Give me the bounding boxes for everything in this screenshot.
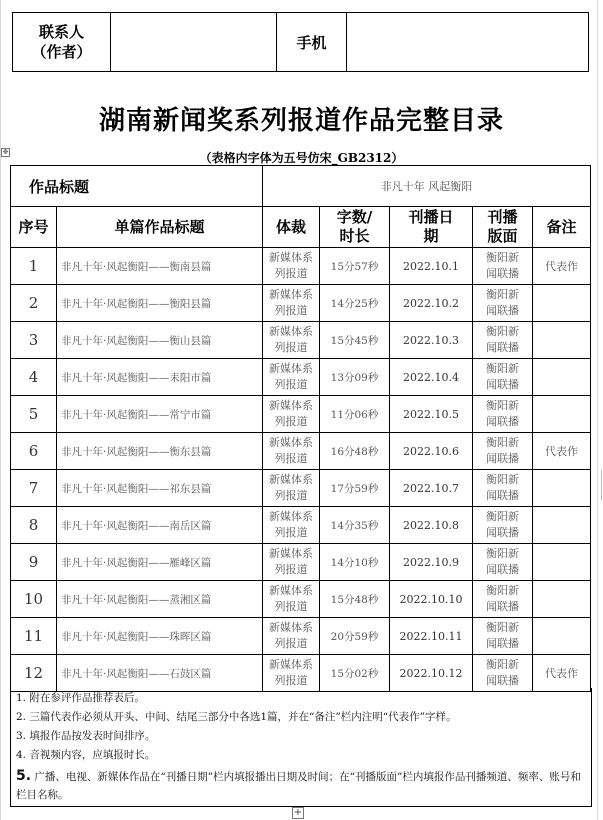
row-date[interactable]: 2022.10.9	[390, 544, 473, 581]
table-row	[11, 618, 591, 655]
row-length[interactable]: 15分48秒	[320, 581, 390, 618]
row-date[interactable]: 2022.10.8	[390, 507, 473, 544]
row-page[interactable]: 衡阳新 闻联播	[473, 433, 533, 470]
row-genre[interactable]: 新媒体系 列报道	[263, 618, 320, 655]
row-genre[interactable]: 新媒体系 列报道	[263, 544, 320, 581]
row-note[interactable]	[533, 322, 591, 359]
table-row	[11, 248, 591, 285]
table-row	[11, 507, 591, 544]
row-title[interactable]: 非凡十年·风起衡阳——衡阳县篇	[57, 285, 263, 322]
row-title[interactable]: 非凡十年·风起衡阳——衡东县篇	[57, 433, 263, 470]
contact-person-label: 联系人 （作者）	[13, 13, 111, 72]
phone-label: 手机	[277, 13, 347, 72]
row-note[interactable]: 代表作	[533, 433, 591, 470]
row-date[interactable]: 2022.10.12	[390, 655, 473, 692]
row-length[interactable]: 15分45秒	[320, 322, 390, 359]
contact-person-value[interactable]	[111, 13, 277, 72]
row-number[interactable]: 7	[11, 470, 57, 507]
row-page[interactable]: 衡阳新 闻联播	[473, 618, 533, 655]
works-table	[10, 165, 591, 692]
row-page[interactable]: 衡阳新 闻联播	[473, 396, 533, 433]
row-page[interactable]: 衡阳新 闻联播	[473, 655, 533, 692]
note-item: 2. 三篇代表作必须从开头、中间、结尾三部分中各选1篇，并在“备注”栏内注明“代表作”字样。	[16, 711, 457, 723]
row-title[interactable]: 非凡十年·风起衡阳——石鼓区篇	[57, 655, 263, 692]
row-date[interactable]: 2022.10.10	[390, 581, 473, 618]
row-note[interactable]: 代表作	[533, 248, 591, 285]
row-title[interactable]: 非凡十年·风起衡阳——耒阳市篇	[57, 359, 263, 396]
row-length[interactable]: 20分59秒	[320, 618, 390, 655]
row-date[interactable]: 2022.10.3	[390, 322, 473, 359]
row-length[interactable]: 11分06秒	[320, 396, 390, 433]
row-genre[interactable]: 新媒体系 列报道	[263, 248, 320, 285]
header-title: 单篇作品标题	[57, 207, 263, 248]
notes-section	[10, 688, 592, 807]
row-title[interactable]: 非凡十年·风起衡阳——衡南县篇	[57, 248, 263, 285]
row-note[interactable]	[533, 581, 591, 618]
header-length: 字数/ 时长	[320, 207, 390, 248]
row-page[interactable]: 衡阳新 闻联播	[473, 248, 533, 285]
row-date[interactable]: 2022.10.1	[390, 248, 473, 285]
contact-table	[12, 12, 589, 72]
row-note[interactable]: 代表作	[533, 655, 591, 692]
row-note[interactable]	[533, 285, 591, 322]
work-title-label	[11, 166, 263, 207]
row-length[interactable]: 17分59秒	[320, 470, 390, 507]
row-number[interactable]: 5	[11, 396, 57, 433]
page-right-marker	[601, 470, 602, 500]
row-title[interactable]: 非凡十年·风起衡阳——祁东县篇	[57, 470, 263, 507]
row-genre[interactable]: 新媒体系 列报道	[263, 285, 320, 322]
table-row	[11, 655, 591, 692]
row-number[interactable]: 9	[11, 544, 57, 581]
resize-handle-icon[interactable]: +	[293, 807, 303, 818]
row-note[interactable]	[533, 544, 591, 581]
row-title[interactable]: 非凡十年·风起衡阳——衡山县篇	[57, 322, 263, 359]
row-length[interactable]: 15分02秒	[320, 655, 390, 692]
row-length[interactable]: 15分57秒	[320, 248, 390, 285]
table-row	[11, 322, 591, 359]
row-title[interactable]: 非凡十年·风起衡阳——雁峰区篇	[57, 544, 263, 581]
note-item: 4. 音视频内容，应填报时长。	[16, 749, 156, 761]
note-text: 广播、电视、新媒体作品在“刊播日期”栏内填报播出日期及时间；在“刊播版面”栏内填报作品刊播频道、频率、账号和栏目名称。	[16, 771, 581, 801]
row-page[interactable]: 衡阳新 闻联播	[473, 470, 533, 507]
page-title: 湖南新闻奖系列报道作品完整目录	[98, 106, 504, 136]
note-item: 1. 附在参评作品推荐表后。	[16, 692, 145, 704]
row-genre[interactable]: 新媒体系 列报道	[263, 581, 320, 618]
row-note[interactable]	[533, 359, 591, 396]
row-note[interactable]	[533, 470, 591, 507]
table-row	[11, 470, 591, 507]
row-date[interactable]: 2022.10.6	[390, 433, 473, 470]
row-number[interactable]: 3	[11, 322, 57, 359]
row-length[interactable]: 13分09秒	[320, 359, 390, 396]
row-number[interactable]: 10	[11, 581, 57, 618]
row-date[interactable]: 2022.10.11	[390, 618, 473, 655]
table-row	[11, 396, 591, 433]
note-item	[16, 767, 586, 804]
phone-value[interactable]	[347, 13, 589, 72]
table-row	[11, 581, 591, 618]
row-number[interactable]: 11	[11, 618, 57, 655]
table-row	[11, 285, 591, 322]
header-page: 刊播 版面	[473, 207, 533, 248]
row-number[interactable]: 6	[11, 433, 57, 470]
row-length[interactable]: 16分48秒	[320, 433, 390, 470]
row-number[interactable]: 8	[11, 507, 57, 544]
row-length[interactable]: 14分35秒	[320, 507, 390, 544]
row-page[interactable]: 衡阳新 闻联播	[473, 322, 533, 359]
row-page[interactable]: 衡阳新 闻联播	[473, 544, 533, 581]
row-genre[interactable]: 新媒体系 列报道	[263, 396, 320, 433]
row-date[interactable]: 2022.10.4	[390, 359, 473, 396]
work-title-label-text: 作品标题	[29, 177, 90, 196]
move-handle-icon[interactable]: ✥	[2, 148, 9, 156]
header-genre: 体裁	[263, 207, 320, 248]
row-note[interactable]	[533, 618, 591, 655]
row-title[interactable]: 非凡十年·风起衡阳——南岳区篇	[57, 507, 263, 544]
page-subtitle: （表格内字体为五号仿宋_GB2312）	[199, 151, 404, 165]
row-title[interactable]: 非凡十年·风起衡阳——常宁市篇	[57, 396, 263, 433]
row-page[interactable]: 衡阳新 闻联播	[473, 285, 533, 322]
row-length[interactable]: 14分25秒	[320, 285, 390, 322]
header-date: 刊播日 期	[390, 207, 473, 248]
work-title-value[interactable]: 非凡十年 风起衡阳	[263, 166, 591, 207]
row-page[interactable]: 衡阳新 闻联播	[473, 507, 533, 544]
row-date[interactable]: 2022.10.7	[390, 470, 473, 507]
row-genre[interactable]: 新媒体系 列报道	[263, 655, 320, 692]
row-page[interactable]: 衡阳新 闻联播	[473, 359, 533, 396]
row-genre[interactable]: 新媒体系 列报道	[263, 433, 320, 470]
row-title[interactable]: 非凡十年·风起衡阳——蒸湘区篇	[57, 581, 263, 618]
row-length[interactable]: 14分10秒	[320, 544, 390, 581]
row-note[interactable]	[533, 396, 591, 433]
row-date[interactable]: 2022.10.5	[390, 396, 473, 433]
table-row	[11, 433, 591, 470]
row-genre[interactable]: 新媒体系 列报道	[263, 470, 320, 507]
row-note[interactable]	[533, 507, 591, 544]
table-row	[11, 359, 591, 396]
row-genre[interactable]: 新媒体系 列报道	[263, 507, 320, 544]
row-number[interactable]: 1	[11, 248, 57, 285]
row-page[interactable]: 衡阳新 闻联播	[473, 581, 533, 618]
row-title[interactable]: 非凡十年·风起衡阳——珠晖区篇	[57, 618, 263, 655]
note-number: 5.	[16, 768, 32, 784]
row-number[interactable]: 12	[11, 655, 57, 692]
note-item: 3. 填报作品按发表时间排序。	[16, 730, 156, 742]
row-genre[interactable]: 新媒体系 列报道	[263, 322, 320, 359]
row-date[interactable]: 2022.10.2	[390, 285, 473, 322]
header-note: 备注	[533, 207, 591, 248]
header-no: 序号	[11, 207, 57, 248]
row-genre[interactable]: 新媒体系 列报道	[263, 359, 320, 396]
row-number[interactable]: 2	[11, 285, 57, 322]
table-row	[11, 544, 591, 581]
row-number[interactable]: 4	[11, 359, 57, 396]
